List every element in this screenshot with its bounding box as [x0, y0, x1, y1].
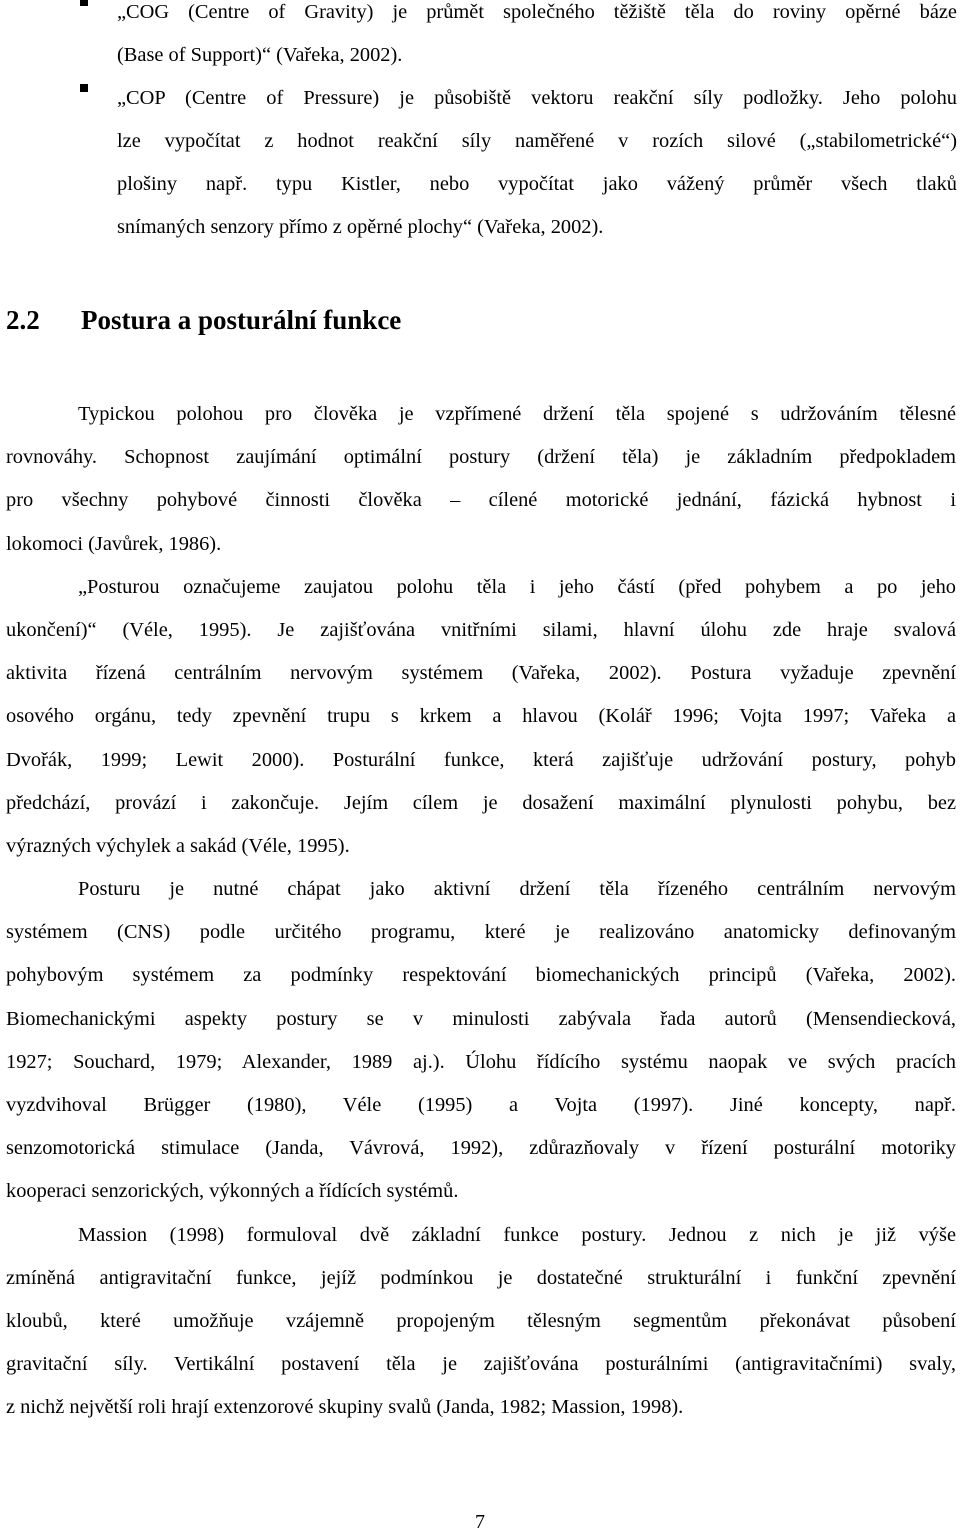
definition-bullet-list: [0, 0, 960, 249]
text-line: osového orgánu, tedy zpevnění trupu s krkem a hlavou (Kolář 1996; Vojta 1997; Vařeka a: [6, 705, 956, 728]
text-line: zmíněná antigravitační funkce, jejíž podmínkou je dostatečné strukturální i funkční zpevnění: [6, 1266, 956, 1289]
text-line: vyzdvihoval Brügger (1980), Véle (1995) a Vojta (1997). Jiné koncepty, např.: [6, 1094, 956, 1116]
text-line: výrazných výchylek a sakád (Véle, 1995).: [6, 834, 350, 857]
text-line: Typickou polohou pro člověka je vzpřímené držení těla spojené s udržováním tělesné: [78, 403, 956, 425]
bullet-text-line: „COP (Centre of Pressure) je působiště vektoru reakční síly podložky. Jeho polohu: [117, 87, 957, 109]
section-number: 2.2: [6, 305, 40, 335]
text-line: pro všechny pohybové činnosti člověka – cílené motorické jednání, fázická hybnost i: [6, 489, 956, 512]
text-line: Biomechanickými aspekty postury se v minulosti zabývala řada autorů (Mensendiecková,: [6, 1007, 956, 1030]
bullet-item-cog: [0, 0, 957, 77]
body-text: [6, 393, 956, 1430]
bullet-text-line: snímaných senzory přímo z opěrné plochy“ (Vařeka, 2002).: [117, 216, 604, 238]
bullet-text-line: (Base of Support)“ (Vařeka, 2002).: [117, 44, 403, 66]
text-line: rovnováhy. Schopnost zaujímání optimální postury (držení těla) je základním předpokladem: [6, 446, 956, 469]
bullet-item-cop: [0, 77, 957, 249]
bullet-text-line: lze vypočítat z hodnot reakční síly naměřené v rozích silové („stabilometrické“): [117, 130, 957, 152]
square-bullet-icon: [80, 84, 88, 92]
text-line: „Posturou označujeme zaujatou polohu těla i jeho částí (před pohybem a po jeho: [78, 575, 956, 598]
text-line: lokomoci (Javůrek, 1986).: [6, 532, 222, 555]
bullet-text-line: plošiny např. typu Kistler, nebo vypočítat jako vážený průměr všech tlaků: [117, 173, 957, 195]
text-line: 1927; Souchard, 1979; Alexander, 1989 aj.). Úlohu řídícího systému naopak ve svých pracích: [6, 1050, 956, 1073]
section-title: Postura a posturální funkce: [81, 305, 402, 335]
text-line: Dvořák, 1999; Lewit 2000). Posturální funkce, která zajišťuje udržování postury, pohyb: [6, 748, 956, 771]
text-line: předchází, provází i zakončuje. Jejím cílem je dosažení maximální plynulosti pohybu, bez: [6, 791, 956, 814]
text-line: kooperaci senzorických, výkonných a řídících systémů.: [6, 1180, 459, 1203]
text-line: Massion (1998) formuloval dvě základní funkce postury. Jednou z nich je již výše: [78, 1223, 956, 1246]
bullet-text-line: „COG (Centre of Gravity) je průmět společného těžiště těla do roviny opěrné báze: [117, 1, 957, 23]
text-line: senzomotorická stimulace (Janda, Vávrová, 1992), zdůrazňovaly v řízení posturální motoriky: [6, 1137, 956, 1160]
text-line: ukončení)“ (Véle, 1995). Je zajišťována vnitřními silami, hlavní úlohu zde hraje svalová: [6, 618, 956, 641]
text-line: z nichž největší roli hrají extenzorové skupiny svalů (Janda, 1982; Massion, 1998).: [6, 1396, 684, 1419]
text-line: gravitační síly. Vertikální postavení těla je zajišťována posturálními (antigravitačními) svaly,: [6, 1353, 956, 1376]
section-heading: [6, 300, 401, 340]
text-line: pohybovým systémem za podmínky respektování biomechanických principů (Vařeka, 2002).: [6, 964, 956, 987]
square-bullet-icon: [80, 0, 88, 6]
text-line: Posturu je nutné chápat jako aktivní držení těla řízeného centrálním nervovým: [78, 878, 956, 901]
page-number: 7: [475, 1511, 485, 1533]
text-line: systémem (CNS) podle určitého programu, které je realizováno anatomicky definovaným: [6, 921, 956, 944]
text-line: aktivita řízená centrálním nervovým systémem (Vařeka, 2002). Postura vyžaduje zpevnění: [6, 662, 956, 685]
text-line: kloubů, které umožňuje vzájemně propojeným tělesným segmentům překonávat působení: [6, 1309, 956, 1332]
